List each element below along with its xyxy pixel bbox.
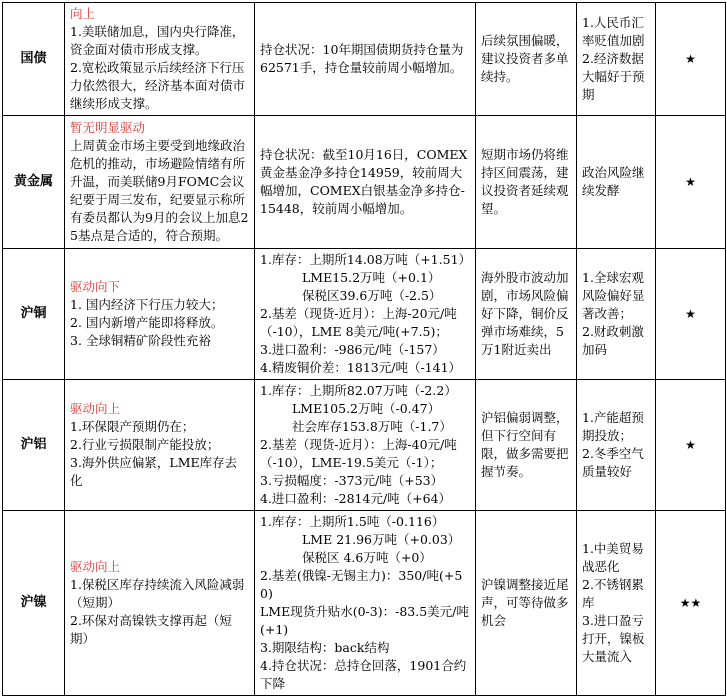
direction-label: 驱动向下 xyxy=(70,279,121,294)
star-rating: ★ xyxy=(656,380,726,511)
star-rating: ★ xyxy=(656,116,726,249)
star-rating: ★ xyxy=(656,249,726,380)
table-row xyxy=(3,380,726,511)
logic-cell: 向上 1.美联储加息，国内央行降准，资金面对债市形成支撑。 2.宽松政策显示后续经济下行压力依然很大，经济基本面对债市继续形成支撑。 xyxy=(65,3,255,116)
logic-cell: 驱动向上 1.环保限产预期仍在； 2.行业亏损限制产能投放； 3.海外供应偏紧，LME库存去化 xyxy=(65,380,255,511)
commodity-name: 沪铝 xyxy=(3,380,65,511)
risk-cell: 1.全球宏观风险偏好显著改善； 2.财政刺激加码 xyxy=(577,249,656,380)
table-row xyxy=(3,116,726,249)
commodity-name: 沪铜 xyxy=(3,249,65,380)
direction-label: 暂无明显驱动 xyxy=(70,120,146,135)
commodity-name: 黄金属 xyxy=(3,116,65,249)
direction-label: 驱动向上 xyxy=(70,401,121,416)
data-cell: 1.库存：上期所1.5吨（-0.116） LME 21.96万吨（+0.03） 保税区 4.6万吨（+0） 2.基差(俄镍-无锡主力)：350/吨(+50) LME现货升贴水(0-3)：-83.5美元/吨(+1) 3.期限结构：back结构 4.持仓状况：总持仓回落，1901合约下降 xyxy=(255,511,476,696)
table-row xyxy=(3,511,726,696)
table-row xyxy=(3,249,726,380)
risk-cell: 1.人民币汇率贬值加剧 2.经济数据大幅好于预期 xyxy=(577,3,656,116)
logic-cell: 驱动向上 1.保税区库存持续流入风险减弱（短期） 2.环保对高镍铁支撑再起（短期） xyxy=(65,511,255,696)
commodity-name: 国债 xyxy=(3,3,65,116)
data-cell: 1.库存：上期所14.08万吨（+1.51） LME15.2万吨（+0.1） 保税区39.6万吨（-2.5） 2.基差（现货-近月）：上海-20元/吨（-10），LME 8美元/吨(+7.5)； 3.进口盈利：-986元/吨（-157） 4.精废铜价差：1813元/吨（-141） xyxy=(255,249,476,380)
view-cell: 沪镍调整接近尾声，可等待做多机会 xyxy=(476,511,577,696)
risk-cell: 1.产能超预期投放； 2.冬季空气质量较好 xyxy=(577,380,656,511)
star-rating: ★ xyxy=(656,3,726,116)
commodity-table xyxy=(2,2,726,696)
star-rating: ★★ xyxy=(656,511,726,696)
direction-label: 向上 xyxy=(70,6,96,21)
risk-cell: 1.中美贸易战恶化 2.不锈钢累库 3.进口盈亏打开，镍板大量流入 xyxy=(577,511,656,696)
risk-cell: 政治风险继续发酵 xyxy=(577,116,656,249)
commodity-name: 沪镍 xyxy=(3,511,65,696)
logic-cell: 驱动向下 1. 国内经济下行压力较大； 2. 国内新增产能即将释放。 3. 全球铜精矿阶段性充裕 xyxy=(65,249,255,380)
table-row xyxy=(3,3,726,116)
view-cell: 海外股市波动加剧，市场风险偏好下降，铜价反弹市场难续，5万1附近卖出 xyxy=(476,249,577,380)
view-cell: 后续氛围偏暖，建议投资者多单续持。 xyxy=(476,3,577,116)
view-cell: 短期市场仍将维持区间震荡，建议投资者延续观望。 xyxy=(476,116,577,249)
view-cell: 沪铝偏弱调整，但下行空间有限，做多需要把握节奏。 xyxy=(476,380,577,511)
logic-cell: 暂无明显驱动 上周黄金市场主要受到地缘政治危机的推动，市场避险情绪有所升温，而美联储9月FOMC会议纪要于周三发布，纪要显示称所有委员都认为9月的会议上加息25基点是合适的，符合预期。 xyxy=(65,116,255,249)
direction-label: 驱动向上 xyxy=(70,559,121,574)
data-cell: 1.库存：上期所82.07万吨（-2.2） LME105.2万吨（-0.47） 社会库存153.8万吨（-1.7） 2.基差（现货-近月）：上海-40元/吨（-10），LME-19.5美元（-1）； 3.亏损幅度：-373元/吨（+53） 4.进口盈利：-2814元/吨（+64） xyxy=(255,380,476,511)
data-cell: 持仓状况：10年期国债期货持仓量为62571手，持仓量较前周小幅增加。 xyxy=(255,3,476,116)
data-cell: 持仓状况：截至10月16日，COMEX黄金基金净多持仓14959，较前周大幅增加，COMEX白银基金净多持仓-15448，较前周小幅增加。 xyxy=(255,116,476,249)
